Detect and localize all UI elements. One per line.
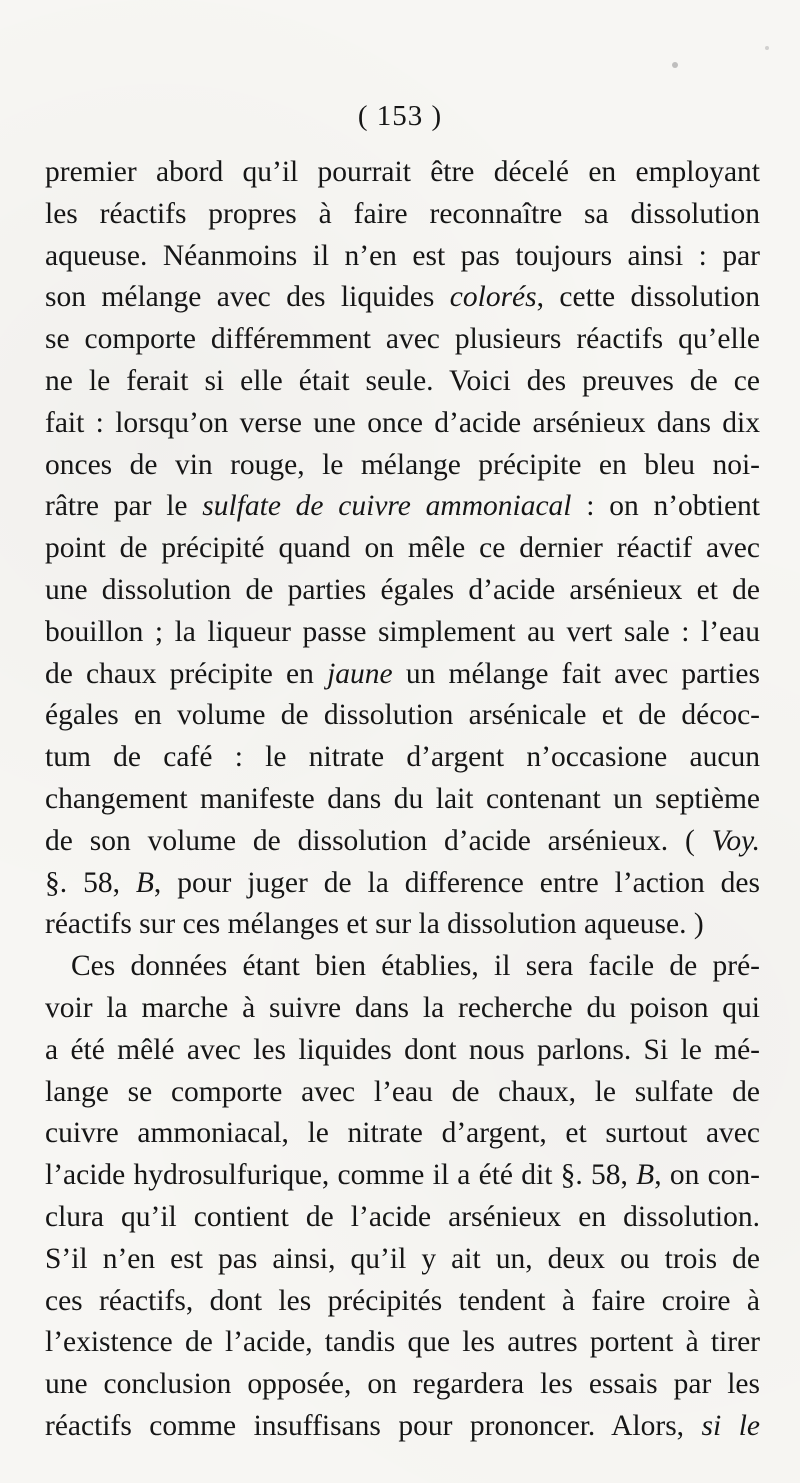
text-line: [45, 1113, 760, 1155]
text-segment: tum de café : le nitrate d’argent n’occasione aucun: [45, 741, 760, 774]
text-segment: fait : lorsqu’on verse une once d’acide arsénieux dans dix: [45, 406, 760, 439]
text-line: [45, 654, 760, 696]
italic-text: jaune: [327, 657, 393, 690]
italic-text: sulfate de cuivre ammoniacal: [202, 490, 572, 523]
text-segment: râtre par le: [45, 490, 203, 523]
text-segment: se comporte différemment avec plusieurs réactifs qu’elle: [45, 323, 760, 356]
text-segment: : on n’obtient: [571, 490, 760, 523]
text-segment: point de précipité quand on mêle ce dernier réactif avec: [45, 532, 760, 565]
text-line: [45, 1155, 760, 1197]
text-line: [45, 486, 760, 528]
text-line: [45, 1030, 760, 1072]
text-line: [45, 1281, 760, 1323]
text-segment: cuivre ammoniacal, le nitrate d’argent, et surtout avec: [45, 1117, 760, 1150]
text-segment: voir la marche à suivre dans la recherche du poison qui: [45, 991, 760, 1024]
text-line: [45, 445, 760, 487]
text-line: [45, 1322, 760, 1364]
text-line: [45, 946, 760, 988]
text-segment: réactifs comme insuffisans pour prononcer. Alors,: [45, 1409, 702, 1442]
italic-text: B: [636, 1159, 655, 1192]
text-line: [45, 277, 760, 319]
text-line: [45, 1364, 760, 1406]
text-line: [45, 863, 760, 905]
text-segment: ne le ferait si elle était seule. Voici des preuves de ce: [45, 364, 760, 397]
text-line: [45, 695, 760, 737]
italic-text: colorés: [449, 281, 537, 314]
text-line: [45, 904, 760, 946]
body-text: [45, 152, 760, 1448]
text-line: [45, 152, 760, 194]
text-line: [45, 737, 760, 779]
text-line: [45, 1406, 760, 1448]
text-line: [45, 988, 760, 1030]
text-segment: l’acide hydrosulfurique, comme il a été dit §. 58,: [45, 1159, 637, 1192]
text-line: [45, 528, 760, 570]
text-segment: bouillon ; la liqueur passe simplement au vert sale : l’eau: [45, 615, 760, 648]
text-segment: S’il n’en est pas ainsi, qu’il y ait un, deux ou trois de: [45, 1242, 760, 1275]
text-segment: de son volume de dissolution d’acide arsénieux. (: [45, 824, 712, 857]
text-segment: , pour juger de la difference entre l’action des: [153, 866, 760, 899]
text-line: [45, 570, 760, 612]
text-line: [45, 612, 760, 654]
text-segment: les réactifs propres à faire reconnaître sa dissolution: [45, 197, 760, 230]
text-segment: premier abord qu’il pourrait être décelé en employant: [45, 156, 760, 188]
text-segment: aqueuse. Néanmoins il n’en est pas toujours ainsi : par: [45, 239, 760, 272]
text-segment: , on con-: [654, 1159, 760, 1192]
text-segment: une dissolution de parties égales d’acide arsénieux et de: [45, 573, 760, 606]
text-segment: de chaux précipite en: [45, 657, 328, 690]
italic-text: si le: [701, 1409, 760, 1442]
text-segment: lange se comporte avec l’eau de chaux, le sulfate de: [45, 1075, 760, 1108]
text-segment: un mélange fait avec parties: [392, 657, 760, 690]
text-segment: §. 58,: [45, 866, 136, 899]
text-line: [45, 1072, 760, 1114]
ink-spot: [765, 46, 769, 50]
italic-text: Voy.: [711, 824, 760, 857]
page-number: ( 153 ): [357, 100, 443, 132]
text-line: [45, 1239, 760, 1281]
text-segment: égales en volume de dissolution arsénicale et de décoc-: [45, 699, 760, 732]
text-line: [45, 236, 760, 278]
text-line: [45, 821, 760, 863]
text-line: [45, 1197, 760, 1239]
text-line: [45, 361, 760, 403]
ink-spot: [672, 62, 678, 68]
text-segment: changement manifeste dans du lait contenant un septième: [45, 782, 760, 815]
text-segment: , cette dissolution: [536, 281, 761, 314]
text-segment: a été mêlé avec les liquides dont nous parlons. Si le mé-: [45, 1033, 760, 1066]
text-segment: Ces données étant bien établies, il sera facile de pré-: [71, 950, 760, 983]
text-segment: onces de vin rouge, le mélange précipite en bleu noi-: [45, 448, 760, 481]
text-segment: l’existence de l’acide, tandis que les autres portent à tirer: [45, 1326, 760, 1359]
text-line: [45, 194, 760, 236]
text-line: [45, 403, 760, 445]
text-line: [45, 779, 760, 821]
text-segment: clura qu’il contient de l’acide arsénieux en dissolution.: [45, 1200, 760, 1233]
italic-text: B: [135, 866, 154, 899]
text-segment: une conclusion opposée, on regardera les essais par les: [45, 1368, 760, 1401]
text-segment: son mélange avec des liquides: [45, 281, 450, 314]
text-line: [45, 319, 760, 361]
text-segment: ces réactifs, dont les précipités tendent à faire croire à: [45, 1284, 760, 1317]
text-segment: réactifs sur ces mélanges et sur la dissolution aqueuse. ): [45, 908, 704, 941]
